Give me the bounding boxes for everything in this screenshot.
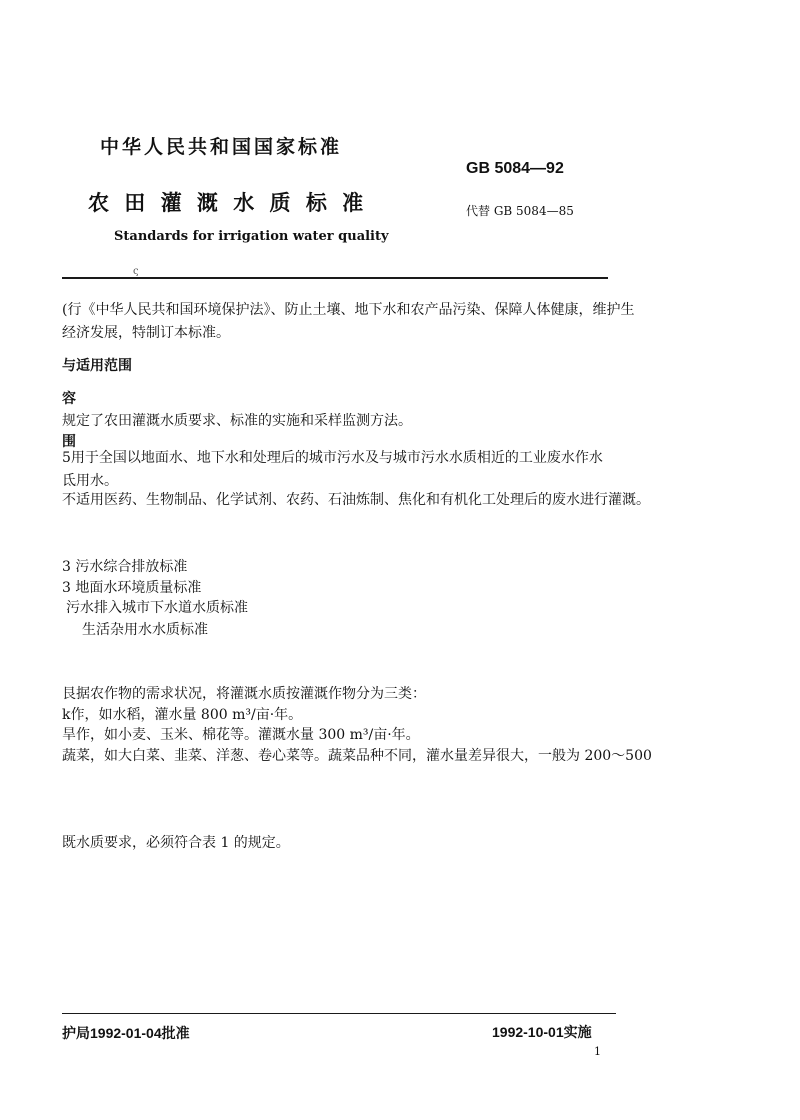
- document-title-cn: 农 田 灌 溉 水 质 标 准: [88, 190, 368, 215]
- subsection-content-heading: 容: [62, 391, 76, 407]
- range-line-2: 氐用水。: [62, 473, 118, 489]
- standard-code: GB 5084—92: [466, 160, 564, 177]
- range-line-1: 5用于全国以地面水、地下水和处理后的城市污水及与城市污水水质相近的工业废水作水: [62, 450, 603, 466]
- document-title-en: Standards for irrigation water quality: [114, 229, 389, 244]
- intro-line-1: (行《中华人民共和国环境保护法》、防止土壤、地下水和农产品污染、保障人体健康，维护生: [62, 302, 635, 318]
- classification-line-3: 蔬菜，如大白菜、韭菜、洋葱、卷心菜等。蔬菜品种不同，灌水量差异很大，一般为 200～500: [62, 748, 652, 764]
- reference-line-3: 污水排入城市下水道水质标准: [66, 600, 248, 616]
- classification-line-1: k作，如水稻，灌水量 800 m³/亩·年。: [62, 707, 303, 723]
- requirement-text: 既水质要求，必须符合表 1 的规定。: [62, 835, 290, 851]
- classification-line-2: 旱作，如小麦、玉米、棉花等。灌溉水量 300 m³/亩·年。: [62, 727, 420, 743]
- reference-line-1: 3 污水综合排放标准: [62, 559, 188, 575]
- header-rule: [62, 277, 608, 279]
- scan-mark: ς: [133, 266, 139, 277]
- footer-rule: [62, 1013, 616, 1014]
- approval-date: 护局1992-01-04批准: [62, 1025, 190, 1041]
- range-line-3: 不适用医药、生物制品、化学试剂、农药、石油炼制、焦化和有机化工处理后的废水进行灌溉。: [62, 492, 650, 508]
- replaces-standard: 代替 GB 5084—85: [466, 204, 574, 218]
- content-text: 规定了农田灌溉水质要求、标准的实施和采样监测方法。: [62, 413, 412, 429]
- classification-intro: 艮据农作物的需求状况，将灌溉水质按灌溉作物分为三类：: [62, 686, 426, 702]
- effective-date: 1992-10-01实施: [492, 1024, 592, 1040]
- section-scope-heading: 与适用范围: [62, 358, 132, 374]
- intro-line-2: 经济发展，特制订本标准。: [62, 325, 230, 341]
- reference-line-4: 生活杂用水水质标准: [82, 622, 208, 638]
- page-number: 1: [594, 1045, 601, 1058]
- national-standard-heading: 中华人民共和国国家标准: [100, 136, 343, 158]
- subsection-range-heading: 围: [62, 434, 76, 450]
- reference-line-2: 3 地面水环境质量标准: [62, 580, 202, 596]
